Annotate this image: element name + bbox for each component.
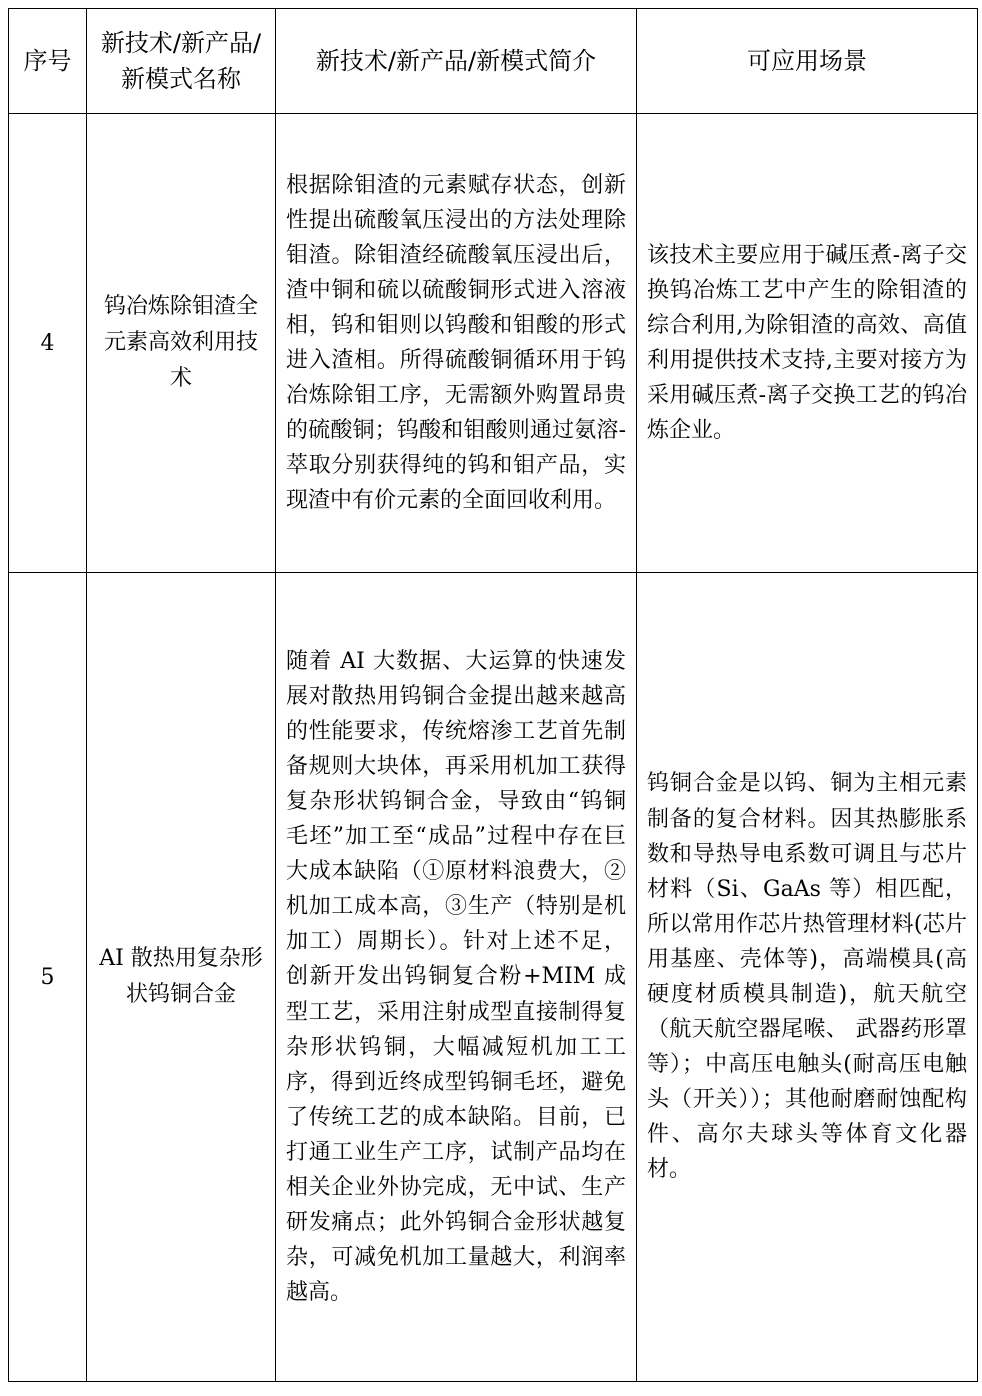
row-intro: 根据除钼渣的元素赋存状态，创新性提出硫酸氧压浸出的方法处理除钼渣。除钼渣经硫酸氧压浸出后，渣中铜和硫以硫酸铜形式进入溶液相，钨和钼则以钨酸和钼酸的形式进入渣相。所得硫酸铜循环用于钨冶炼除钼工序，无需额外购置昂贵的硫酸铜；钨酸和钼酸则通过氨溶-萃取分别获得纯的钨和钼产品，实现渣中有价元素的全面回收利用。 [276, 114, 637, 573]
table-row [9, 114, 978, 573]
row-scenario: 钨铜合金是以钨、铜为主相元素制备的复合材料。因其热膨胀系数和导热导电系数可调且与芯片材料（Si、GaAs 等）相匹配，所以常用作芯片热管理材料(芯片用基座、壳体等)，高端模具(高硬度材质模具制造)，航天航空（航天航空器尾喉、 武器药形罩等）；中高压电触头(耐高压电触头（开关））；其他耐磨耐蚀配构件、高尔夫球头等体育文化器材。 [637, 573, 978, 1382]
tech-table [8, 8, 978, 1382]
header-scenario: 可应用场景 [637, 9, 978, 114]
table-header-row [9, 9, 978, 114]
header-name: 新技术/新产品/新模式名称 [87, 9, 276, 114]
header-index: 序号 [9, 9, 87, 114]
row-name: 钨冶炼除钼渣全元素高效利用技术 [87, 114, 276, 573]
row-scenario: 该技术主要应用于碱压煮-离子交换钨冶炼工艺中产生的除钼渣的综合利用,为除钼渣的高效、高值利用提供技术支持,主要对接方为采用碱压煮-离子交换工艺的钨冶炼企业。 [637, 114, 978, 573]
table-row [9, 573, 978, 1382]
row-name: AI 散热用复杂形状钨铜合金 [87, 573, 276, 1382]
row-index: 4 [9, 114, 87, 573]
row-intro: 随着 AI 大数据、大运算的快速发展对散热用钨铜合金提出越来越高的性能要求，传统熔渗工艺首先制备规则大块体，再采用机加工获得复杂形状钨铜合金，导致由“钨铜毛坯”加工至“成品”过程中存在巨大成本缺陷（①原材料浪费大，②机加工成本高，③生产（特别是机加工）周期长）。针对上述不足，创新开发出钨铜复合粉+MIM 成型工艺，采用注射成型直接制得复杂形状钨铜，大幅减短机加工工序，得到近终成型钨铜毛坯，避免了传统工艺的成本缺陷。目前，已打通工业生产工序，试制产品均在相关企业外协完成，无中试、生产研发痛点；此外钨铜合金形状越复杂，可减免机加工量越大，利润率越高。 [276, 573, 637, 1382]
header-intro: 新技术/新产品/新模式简介 [276, 9, 637, 114]
row-index: 5 [9, 573, 87, 1382]
